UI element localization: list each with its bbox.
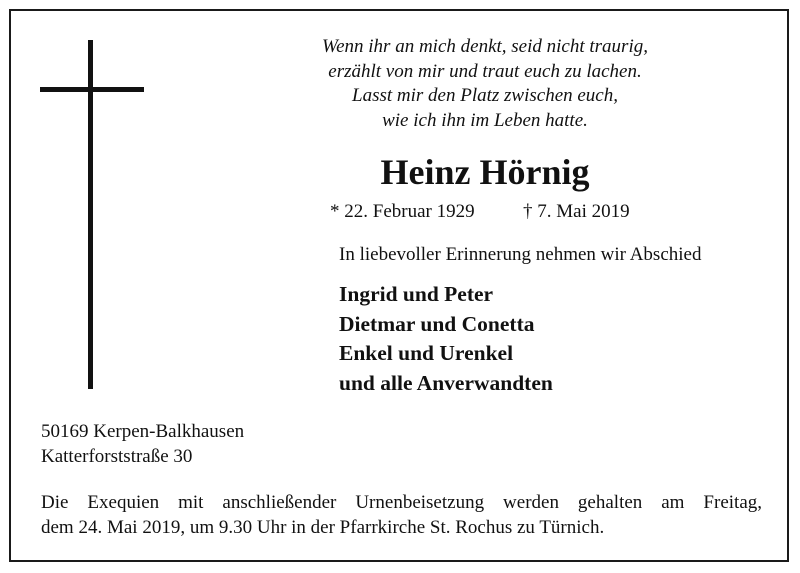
birth-date: * 22. Februar 1929 xyxy=(330,201,475,222)
poem-line: Wenn ihr an mich denkt, seid nicht traurig, xyxy=(322,36,648,57)
mourner-line: Ingrid und Peter xyxy=(339,282,494,306)
poem-line: erzählt von mir und traut euch zu lachen. xyxy=(328,60,642,82)
deceased-name: Heinz Hörnig xyxy=(380,152,590,192)
address-line: Katterforststraße 30 xyxy=(41,445,193,467)
poem xyxy=(230,35,740,133)
service-notice-line: dem 24. Mai 2019, um 9.30 Uhr in der Pfarrkirche St. Rochus zu Türnich. xyxy=(41,517,605,538)
address-block xyxy=(41,420,244,469)
address-line: 50169 Kerpen-Balkhausen xyxy=(41,421,245,442)
death-date: † 7. Mai 2019 xyxy=(523,201,630,222)
mourner-line: Enkel und Urenkel xyxy=(339,341,514,365)
cross-horizontal-bar xyxy=(40,87,144,92)
service-notice-line: Die Exequien mit anschließender Urnenbeisetzung werden gehalten am Freitag, xyxy=(41,492,762,513)
mourner-line: und alle Anverwandten xyxy=(339,370,553,395)
service-notice xyxy=(41,490,762,540)
poem-line: Lasst mir den Platz zwischen euch, xyxy=(352,85,618,106)
cross-vertical-bar xyxy=(88,40,93,389)
poem-line: wie ich ihn im Leben hatte. xyxy=(382,109,588,131)
mourners-list xyxy=(339,280,553,398)
mourner-line: Dietmar und Conetta xyxy=(339,311,535,336)
remembrance-text: In liebevoller Erinnerung nehmen wir Abschied xyxy=(339,244,702,265)
